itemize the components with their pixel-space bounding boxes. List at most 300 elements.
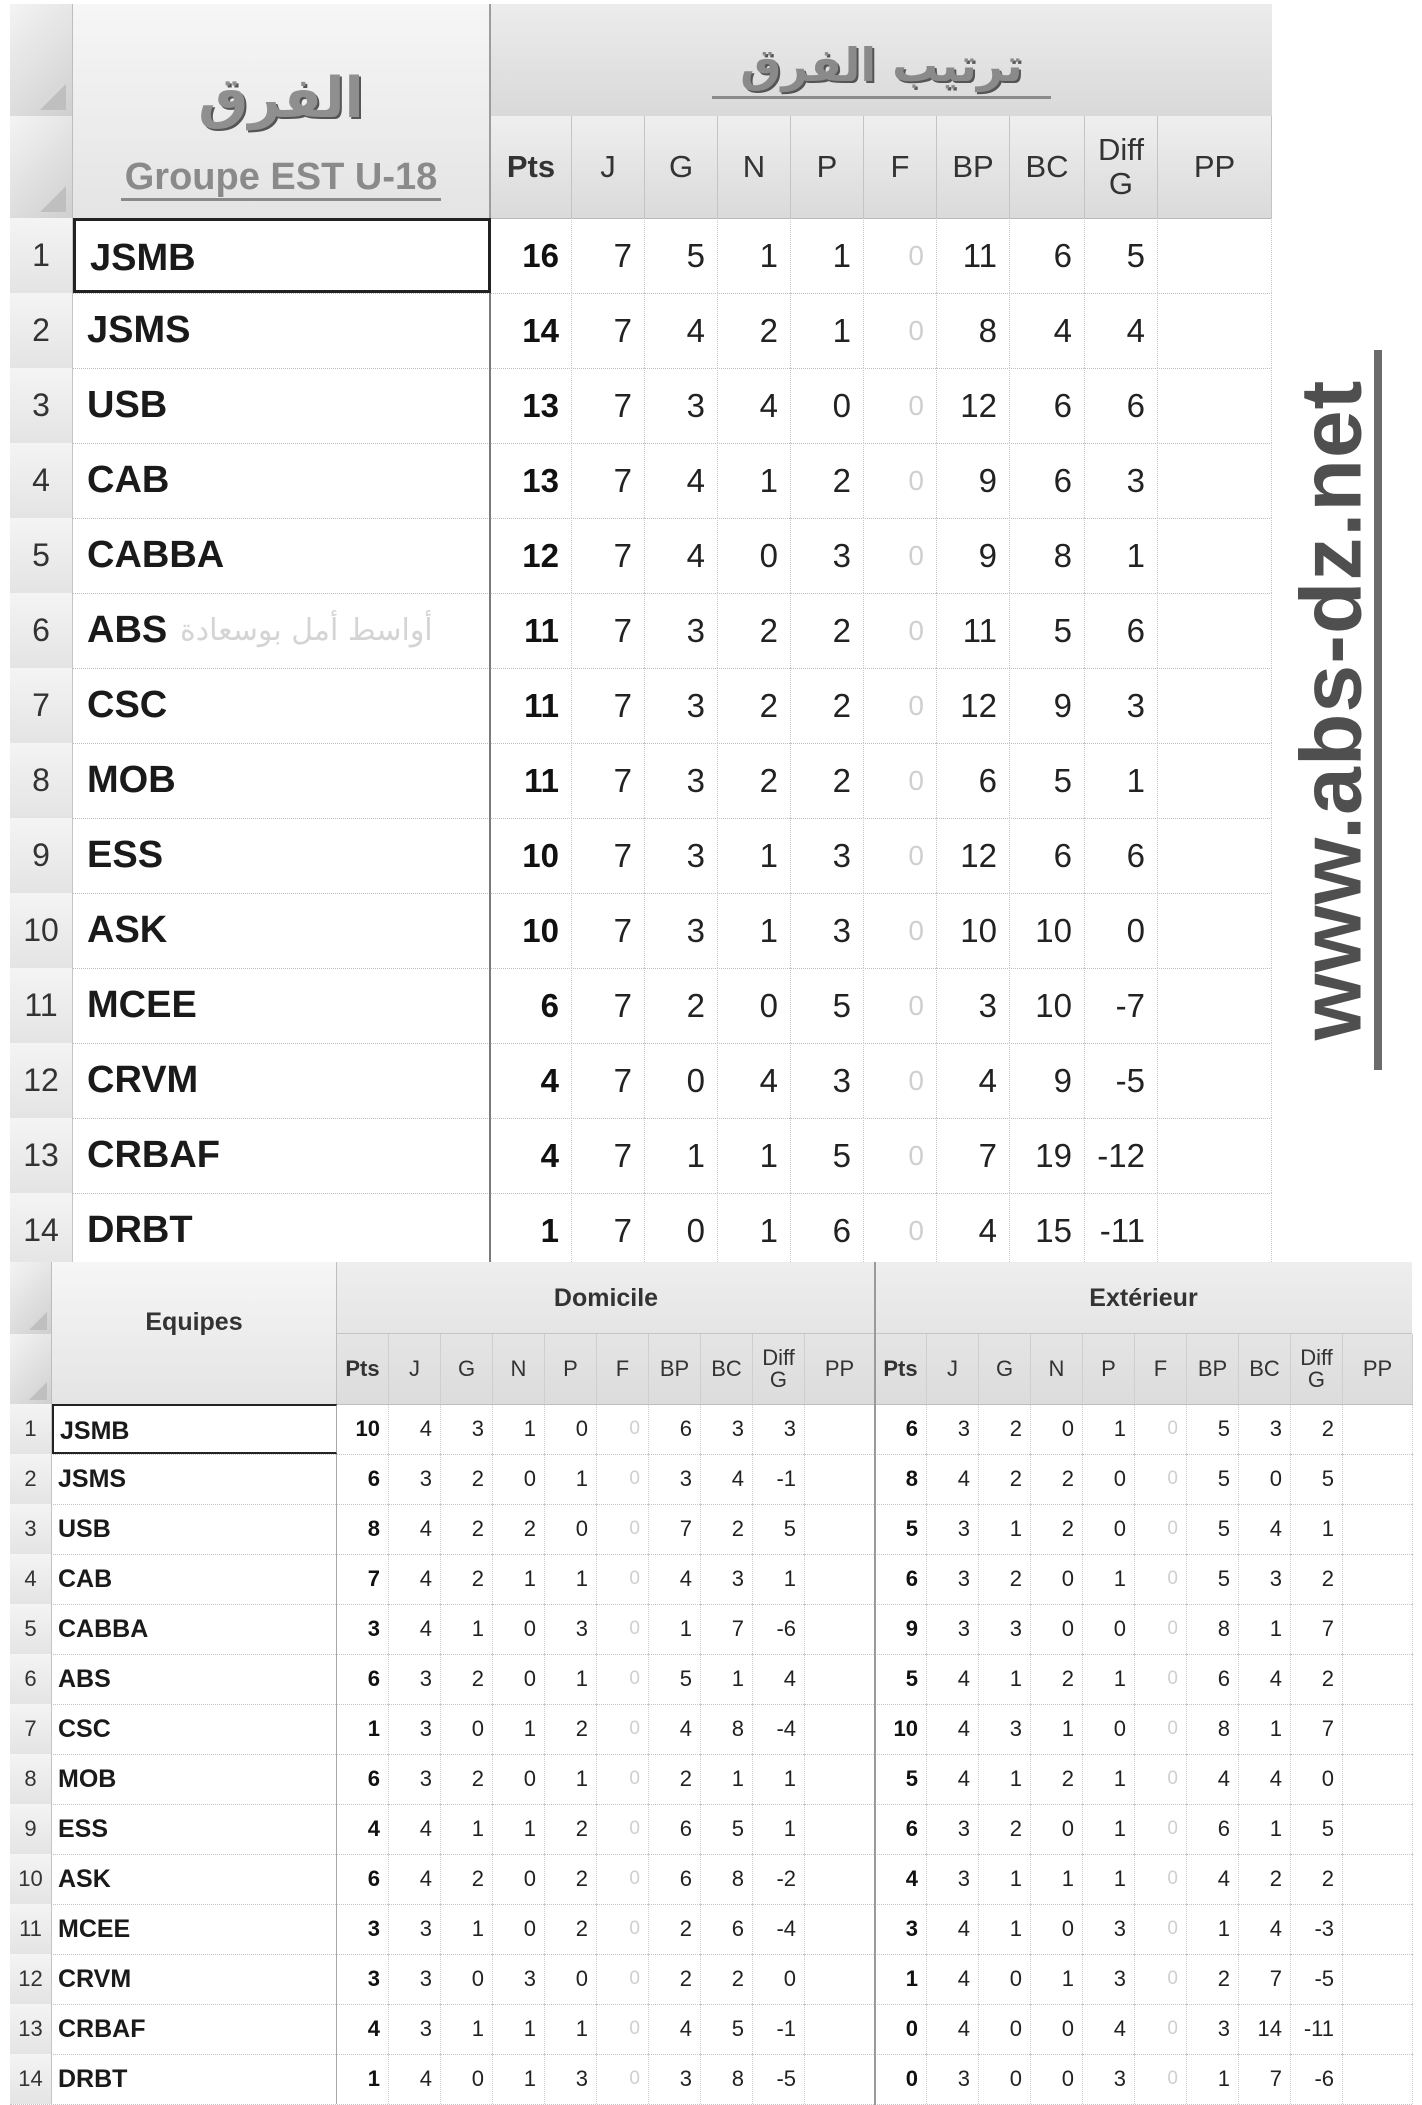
grid-corner-top[interactable] (10, 4, 73, 116)
away-cell-pp[interactable] (1343, 2004, 1413, 2054)
away-cell-n[interactable]: 0 (1031, 1604, 1083, 1654)
away-cell-diff[interactable]: 2 (1291, 1404, 1343, 1454)
cell-g[interactable]: 3 (645, 818, 718, 893)
home-cell-j[interactable]: 3 (389, 1954, 441, 2004)
cell-pp[interactable] (1158, 1193, 1272, 1268)
row-number[interactable]: 13 (10, 1118, 73, 1193)
home-cell-pp[interactable] (805, 1654, 875, 1704)
home-cell-p[interactable]: 1 (545, 1454, 597, 1504)
away-cell-n[interactable]: 0 (1031, 2004, 1083, 2054)
home-cell-bp[interactable]: 6 (649, 1854, 701, 1904)
cell-j[interactable]: 7 (572, 968, 645, 1043)
cell-diff[interactable]: 5 (1085, 218, 1158, 293)
home-cell-g[interactable]: 2 (441, 1854, 493, 1904)
away-cell-j[interactable]: 4 (927, 1654, 979, 1704)
table-row[interactable] (10, 893, 1272, 969)
away-cell-p[interactable]: 0 (1083, 1604, 1135, 1654)
cell-diff[interactable]: 0 (1085, 893, 1158, 968)
away-cell-g[interactable]: 1 (979, 1654, 1031, 1704)
cell-diff[interactable]: -12 (1085, 1118, 1158, 1193)
cell-f[interactable]: 0 (864, 1043, 937, 1118)
away-cell-pts[interactable]: 4 (875, 1854, 927, 1904)
cell-j[interactable]: 7 (572, 593, 645, 668)
away-cell-g[interactable]: 1 (979, 1754, 1031, 1804)
away-cell-g[interactable]: 3 (979, 1704, 1031, 1754)
team-name-cell[interactable]: ABS (52, 1654, 337, 1704)
team-name-cell[interactable]: ESS (73, 818, 491, 893)
cell-f[interactable]: 0 (864, 1193, 937, 1268)
away-cell-bc[interactable]: 7 (1239, 2054, 1291, 2104)
home-cell-pts[interactable]: 6 (337, 1854, 389, 1904)
team-name-cell[interactable]: DRBT (52, 2054, 337, 2104)
home-cell-pp[interactable] (805, 1754, 875, 1804)
away-cell-p[interactable]: 1 (1083, 1854, 1135, 1904)
home-cell-diff[interactable]: -1 (753, 2004, 805, 2054)
away-cell-j[interactable]: 4 (927, 2004, 979, 2054)
home-column-header-diff[interactable]: Diff G (753, 1334, 805, 1404)
cell-f[interactable]: 0 (864, 293, 937, 368)
away-cell-j[interactable]: 3 (927, 2054, 979, 2104)
away-cell-diff[interactable]: -11 (1291, 2004, 1343, 2054)
home-cell-bp[interactable]: 1 (649, 1604, 701, 1654)
away-cell-n[interactable]: 0 (1031, 2054, 1083, 2104)
away-cell-diff[interactable]: 5 (1291, 1804, 1343, 1854)
cell-bp[interactable]: 8 (937, 293, 1010, 368)
home-cell-p[interactable]: 1 (545, 2004, 597, 2054)
table-row[interactable] (10, 1118, 1272, 1194)
away-cell-f[interactable]: 0 (1135, 1704, 1187, 1754)
away-cell-diff[interactable]: -6 (1291, 2054, 1343, 2104)
away-cell-f[interactable]: 0 (1135, 1604, 1187, 1654)
home-cell-bc[interactable]: 8 (701, 1854, 753, 1904)
home-cell-bp[interactable]: 2 (649, 1754, 701, 1804)
away-cell-pts[interactable]: 5 (875, 1504, 927, 1554)
row-number[interactable]: 8 (10, 743, 73, 818)
row-number[interactable]: 12 (10, 1043, 73, 1118)
away-cell-j[interactable]: 4 (927, 1904, 979, 1954)
away-cell-bp[interactable]: 3 (1187, 2004, 1239, 2054)
home-column-header-j[interactable]: J (389, 1334, 441, 1404)
table-row[interactable] (10, 1404, 1412, 1455)
table-row[interactable] (10, 668, 1272, 744)
table-row[interactable] (10, 968, 1272, 1044)
away-cell-diff[interactable]: -3 (1291, 1904, 1343, 1954)
cell-pts[interactable]: 4 (491, 1118, 572, 1193)
team-name-cell[interactable]: CABBA (73, 518, 491, 593)
cell-bp[interactable]: 9 (937, 443, 1010, 518)
away-cell-bp[interactable]: 4 (1187, 1754, 1239, 1804)
cell-bc[interactable]: 19 (1010, 1118, 1085, 1193)
team-name-cell[interactable]: DRBT (73, 1193, 491, 1268)
row-number[interactable]: 5 (10, 518, 73, 593)
row-number[interactable]: 6 (10, 1654, 52, 1704)
row-number[interactable]: 10 (10, 1854, 52, 1904)
home-cell-pp[interactable] (805, 1954, 875, 2004)
home-cell-pp[interactable] (805, 1604, 875, 1654)
cell-p[interactable]: 2 (791, 443, 864, 518)
home-cell-n[interactable]: 3 (493, 1954, 545, 2004)
away-cell-pp[interactable] (1343, 1554, 1413, 1604)
away-cell-f[interactable]: 0 (1135, 1854, 1187, 1904)
away-cell-f[interactable]: 0 (1135, 2004, 1187, 2054)
away-cell-bp[interactable]: 2 (1187, 1954, 1239, 2004)
cell-diff[interactable]: 4 (1085, 293, 1158, 368)
home-column-header-pts[interactable]: Pts (337, 1334, 389, 1404)
away-cell-bc[interactable]: 1 (1239, 1804, 1291, 1854)
cell-n[interactable]: 1 (718, 818, 791, 893)
away-column-header-bc[interactable]: BC (1239, 1334, 1291, 1404)
cell-diff[interactable]: -11 (1085, 1193, 1158, 1268)
away-cell-j[interactable]: 3 (927, 1604, 979, 1654)
team-name-cell[interactable]: CRVM (73, 1043, 491, 1118)
home-cell-n[interactable]: 1 (493, 2004, 545, 2054)
cell-j[interactable]: 7 (572, 1043, 645, 1118)
home-cell-f[interactable]: 0 (597, 1654, 649, 1704)
away-cell-bc[interactable]: 1 (1239, 1704, 1291, 1754)
away-cell-g[interactable]: 2 (979, 1404, 1031, 1454)
cell-bc[interactable]: 15 (1010, 1193, 1085, 1268)
team-name-cell[interactable]: CRBAF (52, 2004, 337, 2054)
away-cell-j[interactable]: 4 (927, 1954, 979, 2004)
cell-n[interactable]: 1 (718, 218, 791, 293)
team-name-cell[interactable]: ABS (73, 593, 491, 668)
home-cell-bp[interactable]: 4 (649, 1554, 701, 1604)
cell-diff[interactable]: 6 (1085, 818, 1158, 893)
cell-n[interactable]: 2 (718, 293, 791, 368)
cell-p[interactable]: 1 (791, 293, 864, 368)
home-cell-diff[interactable]: 1 (753, 1754, 805, 1804)
home-cell-pts[interactable]: 6 (337, 1454, 389, 1504)
team-name-cell[interactable]: JSMS (73, 293, 491, 368)
home-cell-f[interactable]: 0 (597, 1754, 649, 1804)
table-row[interactable] (10, 818, 1272, 894)
away-cell-pp[interactable] (1343, 1454, 1413, 1504)
away-cell-bc[interactable]: 4 (1239, 1504, 1291, 1554)
table-row[interactable] (10, 368, 1272, 444)
home-column-header-n[interactable]: N (493, 1334, 545, 1404)
home-cell-n[interactable]: 1 (493, 1704, 545, 1754)
cell-f[interactable]: 0 (864, 743, 937, 818)
cell-pp[interactable] (1158, 293, 1272, 368)
column-header-g[interactable]: G (645, 116, 718, 218)
away-cell-bc[interactable]: 14 (1239, 2004, 1291, 2054)
away-cell-pp[interactable] (1343, 1854, 1413, 1904)
home-cell-diff[interactable]: -6 (753, 1604, 805, 1654)
cell-n[interactable]: 4 (718, 1043, 791, 1118)
home-cell-p[interactable]: 2 (545, 1854, 597, 1904)
cell-pp[interactable] (1158, 368, 1272, 443)
cell-n[interactable]: 2 (718, 668, 791, 743)
away-cell-bp[interactable]: 8 (1187, 1604, 1239, 1654)
home-cell-diff[interactable]: -1 (753, 1454, 805, 1504)
away-cell-pp[interactable] (1343, 1704, 1413, 1754)
home-cell-pp[interactable] (805, 1454, 875, 1504)
home-cell-f[interactable]: 0 (597, 1604, 649, 1654)
cell-diff[interactable]: 1 (1085, 518, 1158, 593)
home-cell-p[interactable]: 2 (545, 1804, 597, 1854)
home-cell-g[interactable]: 2 (441, 1504, 493, 1554)
away-column-header-pts[interactable]: Pts (875, 1334, 927, 1404)
cell-p[interactable]: 6 (791, 1193, 864, 1268)
away-cell-f[interactable]: 0 (1135, 1954, 1187, 2004)
home-cell-pp[interactable] (805, 1854, 875, 1904)
away-cell-g[interactable]: 1 (979, 1904, 1031, 1954)
away-cell-f[interactable]: 0 (1135, 1654, 1187, 1704)
home-cell-bc[interactable]: 7 (701, 1604, 753, 1654)
team-name-cell[interactable]: MOB (73, 743, 491, 818)
cell-bc[interactable]: 4 (1010, 293, 1085, 368)
home-cell-bp[interactable]: 2 (649, 1904, 701, 1954)
table-row[interactable] (10, 1904, 1412, 1955)
table-row[interactable] (10, 743, 1272, 819)
away-cell-pts[interactable]: 6 (875, 1554, 927, 1604)
column-header-bp[interactable]: BP (937, 116, 1010, 218)
team-name-cell[interactable]: JSMS (52, 1454, 337, 1504)
row-number[interactable]: 6 (10, 593, 73, 668)
cell-n[interactable]: 0 (718, 518, 791, 593)
cell-bp[interactable]: 11 (937, 218, 1010, 293)
home-column-header-bc[interactable]: BC (701, 1334, 753, 1404)
cell-j[interactable]: 7 (572, 1193, 645, 1268)
cell-j[interactable]: 7 (572, 368, 645, 443)
cell-j[interactable]: 7 (572, 1118, 645, 1193)
cell-diff[interactable]: -7 (1085, 968, 1158, 1043)
cell-p[interactable]: 3 (791, 893, 864, 968)
home-cell-n[interactable]: 2 (493, 1504, 545, 1554)
away-column-header-g[interactable]: G (979, 1334, 1031, 1404)
away-cell-pp[interactable] (1343, 1904, 1413, 1954)
home-cell-diff[interactable]: -5 (753, 2054, 805, 2104)
home-cell-diff[interactable]: -2 (753, 1854, 805, 1904)
table-row[interactable] (10, 1043, 1272, 1119)
away-cell-bp[interactable]: 6 (1187, 1804, 1239, 1854)
cell-bc[interactable]: 5 (1010, 593, 1085, 668)
away-cell-bp[interactable]: 6 (1187, 1654, 1239, 1704)
row-number[interactable]: 9 (10, 1804, 52, 1854)
cell-pp[interactable] (1158, 593, 1272, 668)
away-cell-pts[interactable]: 5 (875, 1754, 927, 1804)
home-cell-f[interactable]: 0 (597, 1404, 649, 1454)
cell-j[interactable]: 7 (572, 818, 645, 893)
cell-n[interactable]: 1 (718, 1118, 791, 1193)
cell-diff[interactable]: 3 (1085, 668, 1158, 743)
home-cell-pts[interactable]: 10 (337, 1404, 389, 1454)
home-cell-n[interactable]: 0 (493, 1754, 545, 1804)
home-cell-n[interactable]: 0 (493, 1854, 545, 1904)
away-cell-bc[interactable]: 1 (1239, 1604, 1291, 1654)
home-column-header-bp[interactable]: BP (649, 1334, 701, 1404)
cell-n[interactable]: 1 (718, 893, 791, 968)
away-cell-pts[interactable]: 9 (875, 1604, 927, 1654)
table-row[interactable] (10, 1804, 1412, 1855)
away-cell-n[interactable]: 1 (1031, 1854, 1083, 1904)
cell-f[interactable]: 0 (864, 218, 937, 293)
away-column-header-j[interactable]: J (927, 1334, 979, 1404)
cell-pts[interactable]: 13 (491, 443, 572, 518)
home-cell-bp[interactable]: 5 (649, 1654, 701, 1704)
away-cell-p[interactable]: 3 (1083, 1954, 1135, 2004)
grid-corner-top[interactable] (10, 1262, 52, 1334)
team-name-cell[interactable]: JSMB (73, 218, 491, 293)
away-cell-n[interactable]: 1 (1031, 1704, 1083, 1754)
away-cell-pp[interactable] (1343, 2054, 1413, 2104)
home-cell-j[interactable]: 4 (389, 1504, 441, 1554)
cell-g[interactable]: 1 (645, 1118, 718, 1193)
away-cell-diff[interactable]: 2 (1291, 1654, 1343, 1704)
away-cell-g[interactable]: 0 (979, 2004, 1031, 2054)
home-cell-bc[interactable]: 1 (701, 1754, 753, 1804)
cell-p[interactable]: 2 (791, 668, 864, 743)
cell-pts[interactable]: 11 (491, 743, 572, 818)
table-row[interactable] (10, 2004, 1412, 2055)
cell-g[interactable]: 3 (645, 368, 718, 443)
away-cell-p[interactable]: 1 (1083, 1804, 1135, 1854)
home-cell-diff[interactable]: 4 (753, 1654, 805, 1704)
cell-diff[interactable]: 6 (1085, 593, 1158, 668)
cell-pts[interactable]: 16 (491, 218, 572, 293)
cell-j[interactable]: 7 (572, 443, 645, 518)
away-cell-bp[interactable]: 5 (1187, 1504, 1239, 1554)
away-cell-diff[interactable]: 0 (1291, 1754, 1343, 1804)
away-cell-g[interactable]: 0 (979, 2054, 1031, 2104)
home-cell-j[interactable]: 4 (389, 2054, 441, 2104)
away-cell-n[interactable]: 2 (1031, 1654, 1083, 1704)
home-cell-j[interactable]: 4 (389, 1854, 441, 1904)
home-cell-diff[interactable]: -4 (753, 1904, 805, 1954)
cell-bc[interactable]: 6 (1010, 368, 1085, 443)
cell-g[interactable]: 2 (645, 968, 718, 1043)
home-column-header-f[interactable]: F (597, 1334, 649, 1404)
cell-f[interactable]: 0 (864, 368, 937, 443)
cell-bp[interactable]: 4 (937, 1193, 1010, 1268)
table-row[interactable] (10, 1704, 1412, 1755)
home-cell-j[interactable]: 4 (389, 1804, 441, 1854)
row-number[interactable]: 13 (10, 2004, 52, 2054)
away-cell-bp[interactable]: 5 (1187, 1554, 1239, 1604)
away-cell-pts[interactable]: 3 (875, 1904, 927, 1954)
column-header-f[interactable]: F (864, 116, 937, 218)
cell-bp[interactable]: 11 (937, 593, 1010, 668)
home-cell-bc[interactable]: 3 (701, 1554, 753, 1604)
cell-j[interactable]: 7 (572, 518, 645, 593)
home-cell-f[interactable]: 0 (597, 2004, 649, 2054)
away-cell-p[interactable]: 1 (1083, 1654, 1135, 1704)
home-cell-p[interactable]: 0 (545, 1504, 597, 1554)
cell-pts[interactable]: 11 (491, 593, 572, 668)
home-cell-f[interactable]: 0 (597, 2054, 649, 2104)
team-name-cell[interactable]: MCEE (52, 1904, 337, 1954)
away-cell-g[interactable]: 1 (979, 1504, 1031, 1554)
home-cell-p[interactable]: 3 (545, 2054, 597, 2104)
home-cell-p[interactable]: 1 (545, 1554, 597, 1604)
away-cell-pts[interactable]: 8 (875, 1454, 927, 1504)
team-name-cell[interactable]: CABBA (52, 1604, 337, 1654)
cell-pp[interactable] (1158, 1043, 1272, 1118)
cell-f[interactable]: 0 (864, 968, 937, 1043)
away-column-header-f[interactable]: F (1135, 1334, 1187, 1404)
home-cell-pts[interactable]: 6 (337, 1754, 389, 1804)
cell-pp[interactable] (1158, 218, 1272, 293)
home-cell-bc[interactable]: 5 (701, 1804, 753, 1854)
cell-bc[interactable]: 9 (1010, 1043, 1085, 1118)
cell-pts[interactable]: 11 (491, 668, 572, 743)
away-cell-g[interactable]: 2 (979, 1454, 1031, 1504)
away-cell-diff[interactable]: 5 (1291, 1454, 1343, 1504)
away-cell-bp[interactable]: 4 (1187, 1854, 1239, 1904)
away-cell-pts[interactable]: 10 (875, 1704, 927, 1754)
cell-bp[interactable]: 10 (937, 893, 1010, 968)
away-cell-pp[interactable] (1343, 1954, 1413, 2004)
away-cell-bc[interactable]: 0 (1239, 1454, 1291, 1504)
cell-g[interactable]: 4 (645, 293, 718, 368)
home-cell-pts[interactable]: 4 (337, 1804, 389, 1854)
away-cell-bc[interactable]: 4 (1239, 1904, 1291, 1954)
home-column-header-pp[interactable]: PP (805, 1334, 875, 1404)
away-cell-diff[interactable]: 1 (1291, 1504, 1343, 1554)
table-row[interactable] (10, 1454, 1412, 1505)
away-cell-p[interactable]: 3 (1083, 1904, 1135, 1954)
home-cell-j[interactable]: 4 (389, 1554, 441, 1604)
away-cell-diff[interactable]: 7 (1291, 1604, 1343, 1654)
cell-bp[interactable]: 6 (937, 743, 1010, 818)
away-cell-f[interactable]: 0 (1135, 1554, 1187, 1604)
cell-g[interactable]: 0 (645, 1043, 718, 1118)
row-number[interactable]: 9 (10, 818, 73, 893)
home-cell-pp[interactable] (805, 1704, 875, 1754)
away-cell-diff[interactable]: 2 (1291, 1854, 1343, 1904)
home-cell-bc[interactable]: 1 (701, 1654, 753, 1704)
home-cell-j[interactable]: 3 (389, 1904, 441, 1954)
cell-pp[interactable] (1158, 818, 1272, 893)
column-header-diff[interactable]: Diff G (1085, 116, 1158, 218)
cell-bc[interactable]: 9 (1010, 668, 1085, 743)
cell-n[interactable]: 4 (718, 368, 791, 443)
away-cell-bp[interactable]: 5 (1187, 1454, 1239, 1504)
home-cell-bp[interactable]: 4 (649, 1704, 701, 1754)
home-cell-g[interactable]: 0 (441, 2054, 493, 2104)
away-cell-n[interactable]: 2 (1031, 1454, 1083, 1504)
row-number[interactable]: 3 (10, 368, 73, 443)
home-cell-j[interactable]: 3 (389, 1454, 441, 1504)
home-cell-pp[interactable] (805, 1404, 875, 1454)
home-cell-pts[interactable]: 3 (337, 1904, 389, 1954)
grid-corner-bottom[interactable] (10, 116, 73, 218)
away-cell-pp[interactable] (1343, 1654, 1413, 1704)
home-cell-g[interactable]: 2 (441, 1554, 493, 1604)
cell-bp[interactable]: 12 (937, 368, 1010, 443)
home-cell-p[interactable]: 0 (545, 1954, 597, 2004)
table-row[interactable] (10, 518, 1272, 594)
home-cell-j[interactable]: 3 (389, 1754, 441, 1804)
team-name-cell[interactable]: CRVM (52, 1954, 337, 2004)
home-cell-n[interactable]: 0 (493, 1654, 545, 1704)
away-cell-bp[interactable]: 5 (1187, 1404, 1239, 1454)
away-cell-pp[interactable] (1343, 1404, 1413, 1454)
row-number[interactable]: 14 (10, 2054, 52, 2104)
away-cell-n[interactable]: 0 (1031, 1904, 1083, 1954)
home-cell-pts[interactable]: 7 (337, 1554, 389, 1604)
row-number[interactable]: 3 (10, 1504, 52, 1554)
cell-p[interactable]: 3 (791, 818, 864, 893)
column-header-n[interactable]: N (718, 116, 791, 218)
away-cell-f[interactable]: 0 (1135, 1504, 1187, 1554)
home-cell-diff[interactable]: 0 (753, 1954, 805, 2004)
away-cell-bc[interactable]: 3 (1239, 1554, 1291, 1604)
cell-bp[interactable]: 7 (937, 1118, 1010, 1193)
table-row[interactable] (10, 1604, 1412, 1655)
cell-g[interactable]: 5 (645, 218, 718, 293)
away-cell-pp[interactable] (1343, 1504, 1413, 1554)
